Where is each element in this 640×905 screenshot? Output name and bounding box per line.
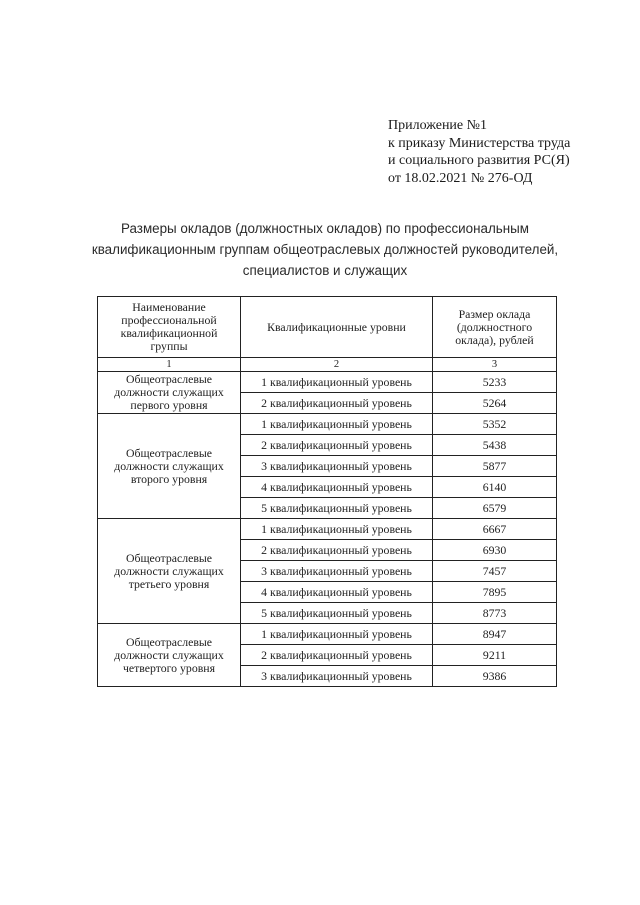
appendix-line: и социального развития РС(Я) <box>388 153 570 168</box>
group-name: Общеотраслевые должности служащих третьего уровня <box>98 519 241 624</box>
salary-value: 5352 <box>433 414 557 435</box>
salary-value: 5877 <box>433 456 557 477</box>
appendix-line: Приложение №1 <box>388 118 487 133</box>
document-title <box>90 218 560 281</box>
qualification-level: 1 квалификационный уровень <box>241 519 433 540</box>
table-row <box>98 624 557 645</box>
appendix-line: к приказу Министерства труда <box>388 135 571 151</box>
title-line: специалистов и служащих <box>242 263 408 278</box>
column-header-level: Квалификационные уровни <box>241 297 433 358</box>
appendix-line: от 18.02.2021 № 276-ОД <box>388 170 533 186</box>
qualification-level: 3 квалификационный уровень <box>241 456 433 477</box>
title-line: Размеры окладов (должностных окладов) по профессиональным <box>121 221 529 236</box>
qualification-level: 4 квалификационный уровень <box>241 477 433 498</box>
salary-value: 5264 <box>433 393 557 414</box>
qualification-level: 2 квалификационный уровень <box>241 435 433 456</box>
qualification-level: 1 квалификационный уровень <box>241 414 433 435</box>
group-name: Общеотраслевые должности служащих первого уровня <box>98 372 241 414</box>
salary-value: 5233 <box>433 372 557 393</box>
group-name: Общеотраслевые должности служащих четвертого уровня <box>98 624 241 687</box>
table-row <box>98 414 557 435</box>
salary-value: 8947 <box>433 624 557 645</box>
salary-value: 6667 <box>433 519 557 540</box>
qualification-level: 2 квалификационный уровень <box>241 645 433 666</box>
column-number-row <box>98 358 557 372</box>
qualification-level: 1 квалификационный уровень <box>241 372 433 393</box>
salary-value: 9386 <box>433 666 557 687</box>
qualification-level: 2 квалификационный уровень <box>241 393 433 414</box>
qualification-level: 4 квалификационный уровень <box>241 582 433 603</box>
qualification-level: 3 квалификационный уровень <box>241 666 433 687</box>
table-row <box>98 519 557 540</box>
qualification-level: 5 квалификационный уровень <box>241 498 433 519</box>
group-name: Общеотраслевые должности служащих второго уровня <box>98 414 241 519</box>
salary-value: 6930 <box>433 540 557 561</box>
column-header-group: Наименование профессиональной квалификационной группы <box>98 297 241 358</box>
salary-value: 6579 <box>433 498 557 519</box>
qualification-level: 5 квалификационный уровень <box>241 603 433 624</box>
appendix-block <box>388 117 628 187</box>
title-line: квалификационным группам общеотраслевых должностей руководителей, <box>91 242 559 257</box>
qualification-level: 2 квалификационный уровень <box>241 540 433 561</box>
salary-table <box>97 296 557 687</box>
qualification-level: 1 квалификационный уровень <box>241 624 433 645</box>
salary-value: 9211 <box>433 645 557 666</box>
column-number: 3 <box>433 358 557 372</box>
salary-value: 7895 <box>433 582 557 603</box>
column-number: 2 <box>241 358 433 372</box>
header-row <box>98 297 557 358</box>
qualification-level: 3 квалификационный уровень <box>241 561 433 582</box>
table-row <box>98 372 557 393</box>
column-number: 1 <box>98 358 241 372</box>
salary-value: 5438 <box>433 435 557 456</box>
salary-value: 7457 <box>433 561 557 582</box>
column-header-salary: Размер оклада (должностного оклада), рублей <box>433 297 557 358</box>
salary-value: 6140 <box>433 477 557 498</box>
salary-value: 8773 <box>433 603 557 624</box>
